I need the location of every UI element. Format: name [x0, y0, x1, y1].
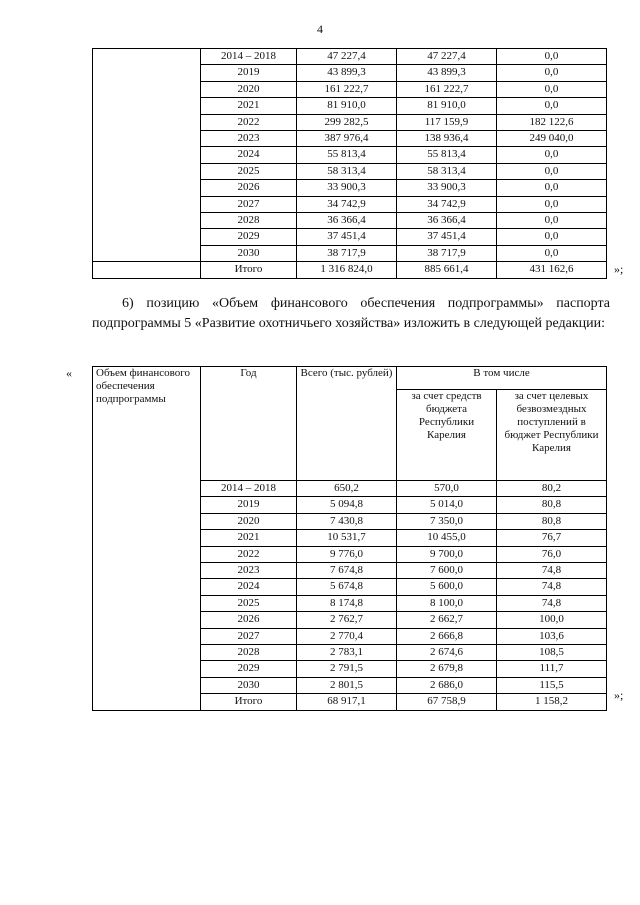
budget-cell: 33 900,3	[397, 180, 497, 196]
total-cell: 650,2	[297, 481, 397, 497]
subprogram-5-financing-table	[92, 366, 607, 711]
targeted-cell: 0,0	[497, 229, 607, 245]
label-cell	[93, 481, 201, 711]
table-row	[93, 481, 607, 497]
total-label: Итого	[201, 694, 297, 710]
targeted-cell: 0,0	[497, 196, 607, 212]
year-cell: 2021	[201, 530, 297, 546]
total-cell: 387 976,4	[297, 131, 397, 147]
year-cell: 2020	[201, 81, 297, 97]
targeted-cell: 0,0	[497, 213, 607, 229]
total-cell: 43 899,3	[297, 65, 397, 81]
targeted-cell: 0,0	[497, 49, 607, 65]
targeted-cell: 74,8	[497, 595, 607, 611]
including-header: В том числе	[397, 367, 607, 390]
total-cell: 5 094,8	[297, 497, 397, 513]
targeted-cell: 80,8	[497, 497, 607, 513]
closing-quote: »;	[614, 262, 624, 276]
year-cell: 2027	[201, 628, 297, 644]
year-cell: 2019	[201, 497, 297, 513]
budget-cell: 37 451,4	[397, 229, 497, 245]
budget-cell: 47 227,4	[397, 49, 497, 65]
total-cell: 36 366,4	[297, 213, 397, 229]
total-cell: 10 531,7	[297, 530, 397, 546]
budget-cell: 67 758,9	[397, 694, 497, 710]
budget-cell: 9 700,0	[397, 546, 497, 562]
year-cell: 2029	[201, 229, 297, 245]
year-cell: 2030	[201, 245, 297, 261]
targeted-cell: 249 040,0	[497, 131, 607, 147]
total-cell: 5 674,8	[297, 579, 397, 595]
budget-cell: 138 936,4	[397, 131, 497, 147]
year-cell: 2027	[201, 196, 297, 212]
targeted-cell: 111,7	[497, 661, 607, 677]
budget-cell: 34 742,9	[397, 196, 497, 212]
year-cell: 2020	[201, 513, 297, 529]
total-cell: 299 282,5	[297, 114, 397, 130]
year-cell: 2014 – 2018	[201, 481, 297, 497]
year-cell: 2014 – 2018	[201, 49, 297, 65]
targeted-cell: 115,5	[497, 677, 607, 693]
label-cell	[93, 49, 201, 262]
label-cell	[93, 262, 201, 278]
targeted-cell: 1 158,2	[497, 694, 607, 710]
budget-cell: 8 100,0	[397, 595, 497, 611]
year-cell: 2028	[201, 645, 297, 661]
targeted-cell: 0,0	[497, 163, 607, 179]
targeted-cell: 0,0	[497, 81, 607, 97]
year-cell: 2024	[201, 147, 297, 163]
total-header: Всего (тыс. рублей)	[297, 367, 397, 481]
total-cell: 81 910,0	[297, 98, 397, 114]
year-cell: 2023	[201, 131, 297, 147]
targeted-cell: 0,0	[497, 98, 607, 114]
budget-cell: 161 222,7	[397, 81, 497, 97]
total-cell: 2 770,4	[297, 628, 397, 644]
budget-cell: 2 662,7	[397, 612, 497, 628]
year-cell: 2021	[201, 98, 297, 114]
budget-cell: 570,0	[397, 481, 497, 497]
total-cell: 47 227,4	[297, 49, 397, 65]
targeted-cell: 74,8	[497, 563, 607, 579]
total-cell: 33 900,3	[297, 180, 397, 196]
budget-cell: 5 014,0	[397, 497, 497, 513]
total-cell: 2 783,1	[297, 645, 397, 661]
financing-table-body	[93, 49, 607, 279]
year-cell: 2022	[201, 546, 297, 562]
budget-cell: 2 674,6	[397, 645, 497, 661]
year-cell: 2025	[201, 595, 297, 611]
table-row	[93, 49, 607, 65]
budget-cell: 81 910,0	[397, 98, 497, 114]
targeted-cell: 0,0	[497, 65, 607, 81]
header-row	[93, 367, 607, 390]
budget-cell: 10 455,0	[397, 530, 497, 546]
year-cell: 2023	[201, 563, 297, 579]
total-cell: 8 174,8	[297, 595, 397, 611]
targeted-cell: 0,0	[497, 245, 607, 261]
year-cell: 2029	[201, 661, 297, 677]
budget-cell: 43 899,3	[397, 65, 497, 81]
total-cell: 37 451,4	[297, 229, 397, 245]
targeted-cell: 80,2	[497, 481, 607, 497]
financing-table-continued	[92, 48, 607, 279]
budget-cell: 2 686,0	[397, 677, 497, 693]
total-cell: 7 430,8	[297, 513, 397, 529]
year-cell: 2019	[201, 65, 297, 81]
budget-cell: 58 313,4	[397, 163, 497, 179]
budget-cell: 2 666,8	[397, 628, 497, 644]
amendment-paragraph	[92, 294, 610, 334]
page-number: 4	[317, 22, 323, 36]
year-cell: 2024	[201, 579, 297, 595]
year-cell: 2022	[201, 114, 297, 130]
targeted-cell: 100,0	[497, 612, 607, 628]
total-cell: 2 791,5	[297, 661, 397, 677]
closing-quote: »;	[614, 688, 624, 702]
total-cell: 9 776,0	[297, 546, 397, 562]
targeted-cell: 76,7	[497, 530, 607, 546]
total-cell: 68 917,1	[297, 694, 397, 710]
budget-cell: 36 366,4	[397, 213, 497, 229]
targeted-cell: 108,5	[497, 645, 607, 661]
targeted-cell: 76,0	[497, 546, 607, 562]
targeted-cell: 0,0	[497, 180, 607, 196]
budget-cell: 55 813,4	[397, 147, 497, 163]
paragraph-text: 6) позицию «Объем финансового обеспечения подпрограммы» паспорта подпрограммы 5 «Развитие охотничьего хозяйства» изложить в следующей редакции:	[92, 296, 610, 331]
total-cell: 1 316 824,0	[297, 262, 397, 278]
targeted-cell: 431 162,6	[497, 262, 607, 278]
year-cell: 2028	[201, 213, 297, 229]
targeted-cell: 74,8	[497, 579, 607, 595]
budget-cell: 2 679,8	[397, 661, 497, 677]
budget-cell: 5 600,0	[397, 579, 497, 595]
year-cell: 2026	[201, 612, 297, 628]
total-row	[93, 262, 607, 278]
total-cell: 55 813,4	[297, 147, 397, 163]
budget-cell: 7 600,0	[397, 563, 497, 579]
total-cell: 58 313,4	[297, 163, 397, 179]
total-cell: 161 222,7	[297, 81, 397, 97]
targeted-cell: 182 122,6	[497, 114, 607, 130]
year-cell: 2025	[201, 163, 297, 179]
year-cell: 2026	[201, 180, 297, 196]
year-header: Год	[201, 367, 297, 481]
budget-cell: 38 717,9	[397, 245, 497, 261]
total-cell: 34 742,9	[297, 196, 397, 212]
budget-cell: 7 350,0	[397, 513, 497, 529]
targeted-cell: 0,0	[497, 147, 607, 163]
budget-cell: 117 159,9	[397, 114, 497, 130]
budget-cell: 885 661,4	[397, 262, 497, 278]
total-cell: 7 674,8	[297, 563, 397, 579]
subprogram-label: Объем финансового обеспечения подпрограммы	[93, 367, 201, 481]
targeted-cell: 103,6	[497, 628, 607, 644]
total-cell: 2 801,5	[297, 677, 397, 693]
targeted-cell: 80,8	[497, 513, 607, 529]
opening-quote: «	[66, 366, 72, 380]
targeted-header: за счет целевых безвозмездных поступлений в бюджет Республики Карелия	[497, 390, 607, 481]
total-cell: 2 762,7	[297, 612, 397, 628]
total-cell: 38 717,9	[297, 245, 397, 261]
year-cell: 2030	[201, 677, 297, 693]
total-label: Итого	[201, 262, 297, 278]
budget-header: за счет средств бюджета Республики Карелия	[397, 390, 497, 481]
